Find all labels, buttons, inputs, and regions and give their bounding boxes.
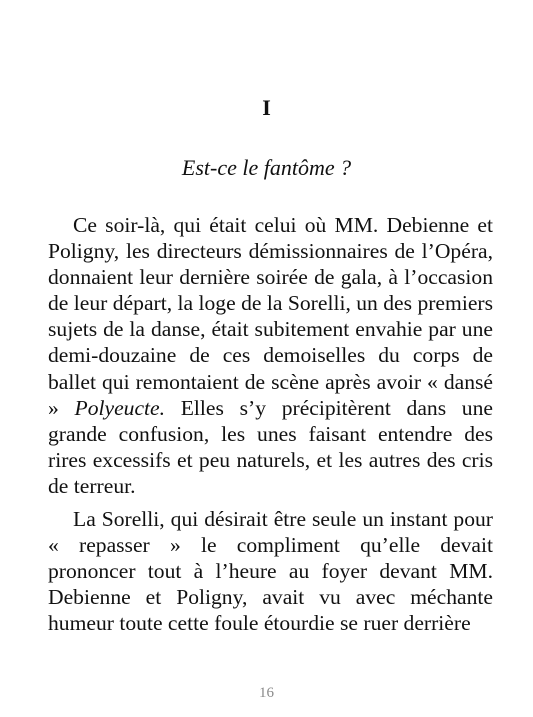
paragraph-1-text: Ce soir-là, qui était celui où MM. Debienne et Poligny, les directeurs démissionnaires de l’Opéra, donnaient leur dernière soirée de gala, à l’occasion de leur départ, la loge de la Sorelli, un des premiers sujets de la danse, était subitement envahie par une demi-douzaine de ces demoiselles du corps de ballet qui remontaient de scène après avoir « dansé »	[48, 213, 493, 420]
paragraph-2: La Sorelli, qui désirait être seule un instant pour « repasser » le compliment qu’elle devait prononcer tout à l’heure au foyer devant MM. Debienne et Poligny, avait vu avec méchante humeur toute cette foule étourdie se ruer derrière	[48, 507, 493, 636]
work-title-italic: Polyeucte.	[74, 395, 166, 420]
paragraph-1-text-end: Elles s’y précipitèrent dans une grande confusion, les unes faisant entendre des rires excessifs et peu naturels, et les autres des cris de terreur.	[48, 395, 493, 498]
body-text	[48, 212, 493, 637]
page-number: 16	[259, 685, 274, 701]
chapter-number: I	[262, 95, 271, 120]
paragraph-1	[48, 212, 493, 499]
chapter-title: Est-ce le fantôme ?	[181, 155, 352, 180]
